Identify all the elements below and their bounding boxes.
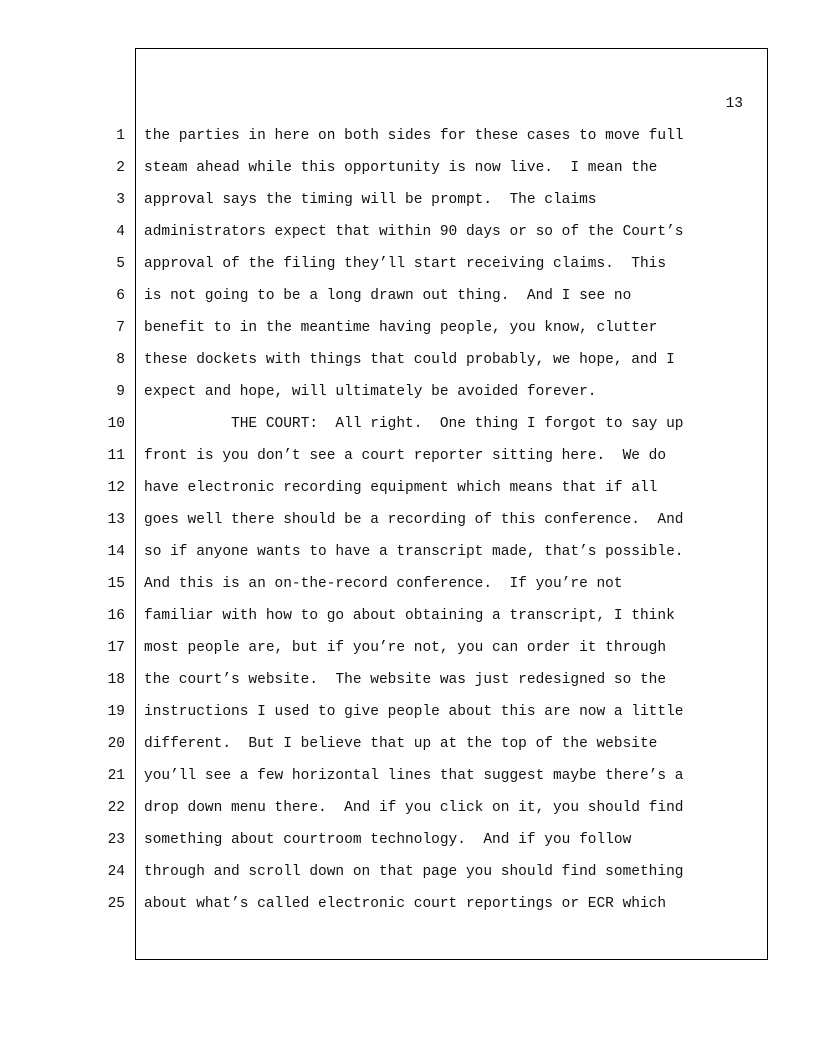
line-text: the court’s website. The website was just redesigned so the — [144, 672, 667, 688]
line-number: 3 — [116, 192, 125, 208]
line-number: 7 — [116, 320, 125, 336]
transcript-line — [0, 312, 816, 344]
line-text: goes well there should be a recording of this conference. And — [144, 512, 684, 528]
page-number: 13 — [725, 96, 743, 112]
line-text: have electronic recording equipment which means that if all — [144, 480, 658, 496]
transcript-line — [0, 728, 816, 760]
line-text: steam ahead while this opportunity is now live. I mean the — [144, 160, 658, 176]
line-number: 18 — [107, 672, 125, 688]
transcript-line — [0, 792, 816, 824]
line-text: drop down menu there. And if you click on it, you should find — [144, 800, 684, 816]
line-number: 23 — [107, 832, 125, 848]
transcript-line — [0, 248, 816, 280]
transcript-line — [0, 664, 816, 696]
line-number: 13 — [107, 512, 125, 528]
transcript-line — [0, 600, 816, 632]
transcript-line — [0, 888, 816, 920]
line-number: 5 — [116, 256, 125, 272]
line-number: 8 — [116, 352, 125, 368]
line-text: these dockets with things that could probably, we hope, and I — [144, 352, 675, 368]
line-number: 16 — [107, 608, 125, 624]
line-number: 19 — [107, 704, 125, 720]
line-text: expect and hope, will ultimately be avoided forever. — [144, 384, 597, 400]
line-text: the parties in here on both sides for these cases to move full — [144, 128, 684, 144]
line-text: about what’s called electronic court reportings or ECR which — [144, 896, 667, 912]
line-number: 14 — [107, 544, 125, 560]
line-text: And this is an on-the-record conference. If you’re not — [144, 576, 623, 592]
transcript-line — [0, 568, 816, 600]
transcript-line — [0, 472, 816, 504]
transcript-line — [0, 440, 816, 472]
transcript-line — [0, 632, 816, 664]
line-number: 15 — [107, 576, 125, 592]
transcript-line — [0, 760, 816, 792]
transcript-line — [0, 408, 816, 440]
line-text: administrators expect that within 90 days or so of the Court’s — [144, 224, 684, 240]
line-number: 24 — [107, 864, 125, 880]
line-number: 25 — [107, 896, 125, 912]
line-number: 11 — [107, 448, 125, 464]
line-text: instructions I used to give people about this are now a little — [144, 704, 684, 720]
line-text: approval says the timing will be prompt. The claims — [144, 192, 597, 208]
transcript-lines — [0, 120, 816, 920]
line-number: 4 — [116, 224, 125, 240]
line-number: 22 — [107, 800, 125, 816]
line-number: 6 — [116, 288, 125, 304]
line-number: 20 — [107, 736, 125, 752]
transcript-line — [0, 152, 816, 184]
line-number: 21 — [107, 768, 125, 784]
transcript-line — [0, 280, 816, 312]
transcript-line — [0, 536, 816, 568]
line-text: familiar with how to go about obtaining a transcript, I think — [144, 608, 675, 624]
line-text: different. But I believe that up at the top of the website — [144, 736, 658, 752]
line-text: front is you don’t see a court reporter sitting here. We do — [144, 448, 667, 464]
line-text: THE COURT: All right. One thing I forgot to say up — [144, 416, 684, 432]
line-text: approval of the filing they’ll start receiving claims. This — [144, 256, 667, 272]
line-text: benefit to in the meantime having people, you know, clutter — [144, 320, 658, 336]
line-text: so if anyone wants to have a transcript made, that’s possible. — [144, 544, 684, 560]
transcript-line — [0, 120, 816, 152]
transcript-line — [0, 344, 816, 376]
line-text: you’ll see a few horizontal lines that suggest maybe there’s a — [144, 768, 684, 784]
line-number: 12 — [107, 480, 125, 496]
transcript-line — [0, 376, 816, 408]
line-number: 17 — [107, 640, 125, 656]
transcript-line — [0, 696, 816, 728]
transcript-line — [0, 856, 816, 888]
transcript-line — [0, 184, 816, 216]
line-text: most people are, but if you’re not, you can order it through — [144, 640, 667, 656]
line-text: something about courtroom technology. And if you follow — [144, 832, 632, 848]
line-number: 9 — [116, 384, 125, 400]
transcript-line — [0, 216, 816, 248]
line-text: is not going to be a long drawn out thing. And I see no — [144, 288, 632, 304]
line-number: 1 — [116, 128, 125, 144]
transcript-line — [0, 824, 816, 856]
line-number: 10 — [107, 416, 125, 432]
line-number: 2 — [116, 160, 125, 176]
line-text: through and scroll down on that page you should find something — [144, 864, 684, 880]
transcript-line — [0, 504, 816, 536]
